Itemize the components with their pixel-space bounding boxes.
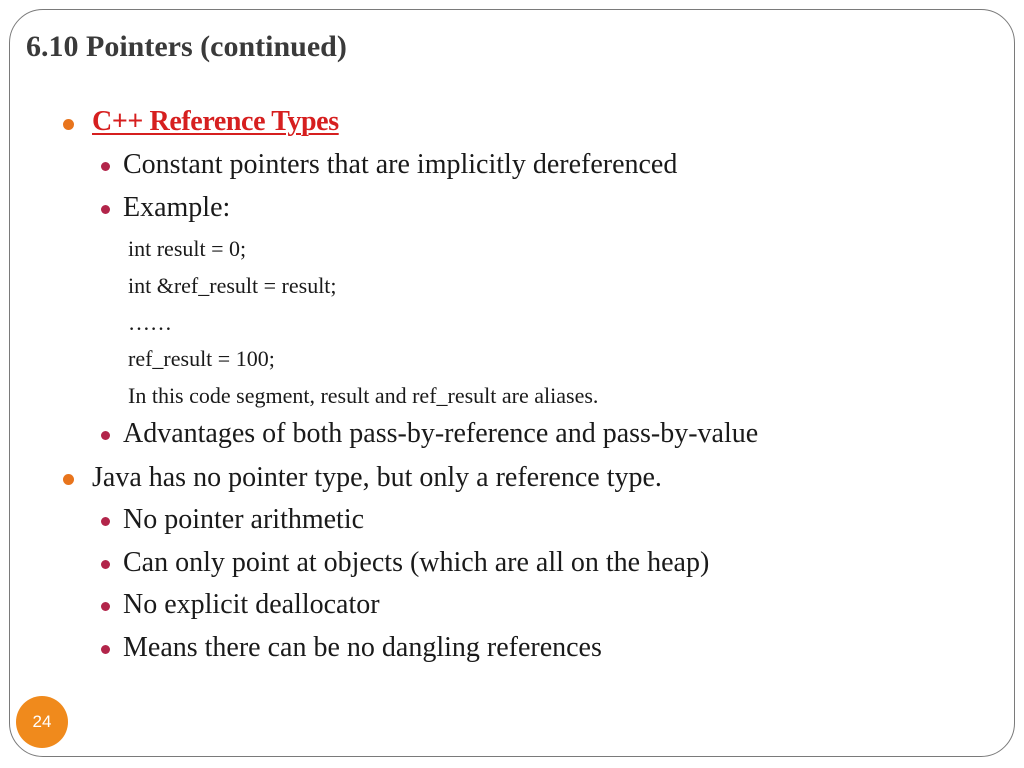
bullet-no-deallocator: No explicit deallocator	[123, 589, 380, 620]
bullet-dot-icon	[63, 474, 74, 485]
sub-bullet-dot-icon	[101, 602, 110, 611]
code-note: In this code segment, result and ref_result are aliases.	[128, 383, 599, 408]
bullet-example: Example:	[123, 192, 231, 223]
section-heading-java: Java has no pointer type, but only a reference type.	[92, 462, 662, 493]
sub-bullet-dot-icon	[101, 645, 110, 654]
sub-bullet-dot-icon	[101, 560, 110, 569]
bullet-point-at-objects: Can only point at objects (which are all on the heap)	[123, 547, 710, 578]
code-line: int &ref_result = result;	[128, 273, 337, 298]
sub-bullet-dot-icon	[101, 431, 110, 440]
code-line: ……	[128, 310, 172, 335]
cpp-reference-types-link[interactable]: C++ Reference Types	[92, 106, 339, 137]
bullet-no-dangling-references: Means there can be no dangling references	[123, 632, 602, 663]
sub-bullet-dot-icon	[101, 162, 110, 171]
bullet-advantages: Advantages of both pass-by-reference and pass-by-value	[123, 418, 759, 449]
section-heading-cpp-reference-types[interactable]	[92, 106, 339, 138]
bullet-no-pointer-arithmetic: No pointer arithmetic	[123, 504, 365, 535]
bullet-dot-icon	[63, 119, 74, 130]
sub-bullet-dot-icon	[101, 205, 110, 214]
bullet-constant-pointers: Constant pointers that are implicitly dereferenced	[123, 149, 678, 180]
code-line: ref_result = 100;	[128, 346, 275, 371]
page-number-badge: 24	[16, 696, 68, 748]
sub-bullet-dot-icon	[101, 517, 110, 526]
slide-title: 6.10 Pointers (continued)	[26, 30, 347, 63]
code-line: int result = 0;	[128, 236, 247, 261]
